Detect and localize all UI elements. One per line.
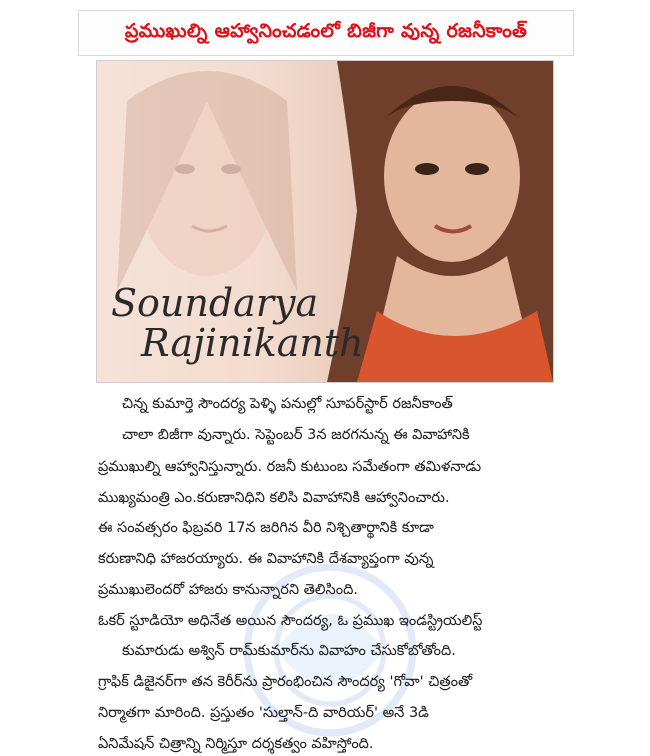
article-body bbox=[60, 384, 650, 750]
article-line-2: చాలా బిజీగా వున్నారు. సెప్టెంబర్ 3న జరగనున్న ఈ వివాహానికి bbox=[122, 427, 470, 443]
article-line-3: ప్రముఖుల్ని ఆహ్వానిస్తున్నారు. రజనీ కుటుంబ సమేతంగా తమిళనాడు bbox=[98, 459, 482, 475]
article-line-10: గ్రాఫిక్ డిజైనర్‌గా తన కెరీర్‌ను ప్రారంభించిన సౌందర్య 'గోవా' చిత్రంతో bbox=[98, 674, 473, 690]
article-line-1: చిన్న కుమార్తె సౌందర్య పెళ్ళి పనుల్లో సూపర్‌స్టార్ రజనీకాంత్ bbox=[122, 396, 453, 412]
article-line-8: ఓకర్ స్టూడియో అధినేత అయిన సౌందర్య, ఓ ప్రముఖ ఇండస్ట్రియలిస్ట్ bbox=[98, 613, 483, 629]
photo-caption bbox=[111, 281, 364, 366]
article-line-6: కరుణానిధి హాజరయ్యారు. ఈ వివాహానికి దేశవ్యాప్తంగా వున్న bbox=[98, 551, 434, 567]
article-line-5: ఈ సంవత్సరం ఫిబ్రవరి 17న జరిగిన వీరి నిశ్చితార్థానికి కూడా bbox=[98, 520, 434, 536]
article-line-4: ముఖ్యమంత్రి ఎం.కరుణానిధిని కలిసి వివాహానికి ఆహ్వానించారు. bbox=[98, 490, 450, 506]
promo-photo bbox=[96, 60, 554, 383]
headline: ప్రముఖుల్ని ఆహ్వానించడంలో బిజీగా వున్న రజనీకాంత్ bbox=[124, 19, 528, 42]
article-line-9: కుమారుడు అశ్విన్ రామ్‌కుమార్‌ను వివాహం చేసుకోబోతోంది. bbox=[122, 643, 456, 659]
caption-line-2: Rajinikanth bbox=[141, 321, 364, 366]
caption-line-1: Soundarya bbox=[111, 281, 319, 326]
article-line-12: ఏనిమేషన్ చిత్రాన్ని నిర్మిస్తూ దర్శకత్వం వహిస్తోంది. bbox=[98, 736, 374, 752]
headline-box bbox=[78, 10, 574, 56]
article-line-11: నిర్మాతగా మారింది. ప్రస్తుతం 'సుల్తాన్-ది వారియర్' అనే 3డి bbox=[98, 705, 429, 721]
article-line-7: ప్రముఖులెందరో హాజరు కానున్నారని తెలిసింది. bbox=[98, 582, 358, 598]
